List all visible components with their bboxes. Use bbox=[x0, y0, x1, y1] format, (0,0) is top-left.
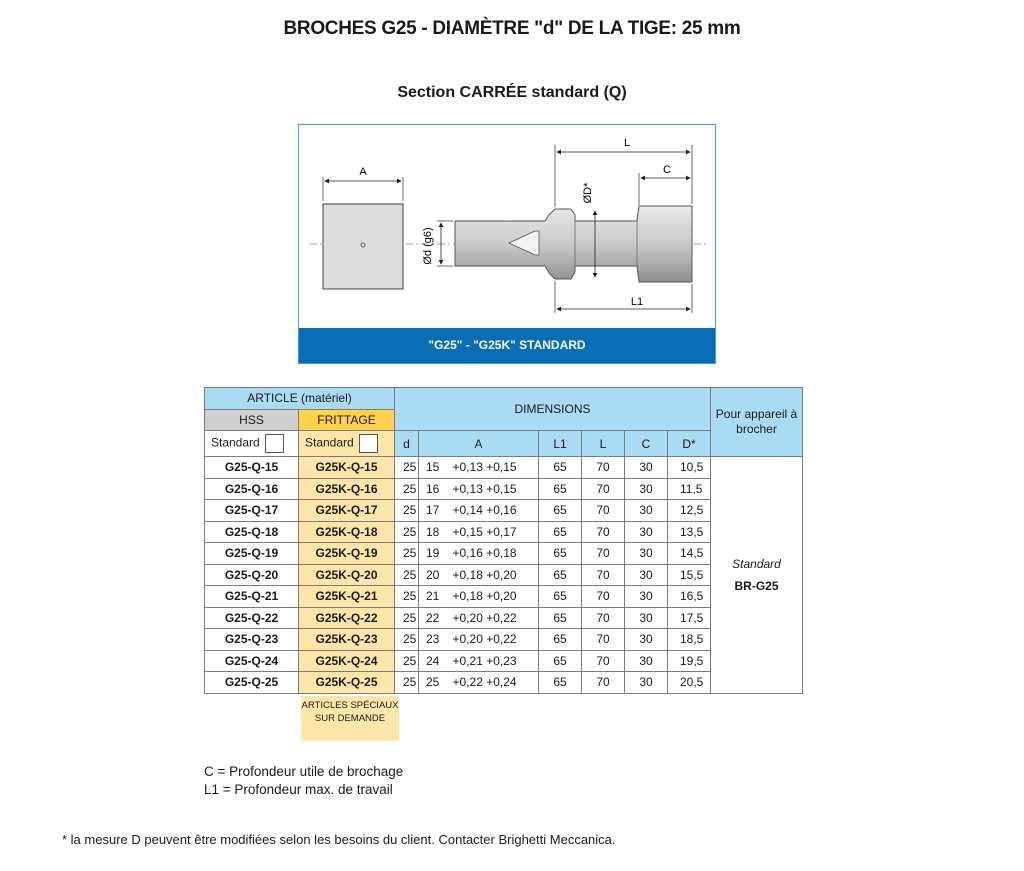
frittage-code: G25K-Q-22 bbox=[299, 607, 395, 629]
hss-code: G25-Q-19 bbox=[205, 543, 299, 565]
cell-a: 22 bbox=[419, 607, 443, 629]
cell-l: 70 bbox=[582, 607, 625, 629]
cell-l1: 65 bbox=[539, 543, 582, 565]
cell-a: 25 bbox=[419, 672, 443, 694]
cell-l1: 65 bbox=[539, 650, 582, 672]
cell-c: 30 bbox=[625, 672, 668, 694]
cell-a-tolerance: +0,18 +0,20 bbox=[443, 564, 539, 586]
cell-a-tolerance: +0,13 +0,15 bbox=[443, 457, 539, 479]
hss-code: G25-Q-24 bbox=[205, 650, 299, 672]
label-c: C bbox=[663, 164, 671, 176]
frittage-code: G25K-Q-24 bbox=[299, 650, 395, 672]
technical-drawing bbox=[298, 124, 716, 364]
section-subtitle: Section CARRÉE standard (Q) bbox=[397, 84, 627, 101]
frittage-standard-option bbox=[299, 431, 395, 457]
cell-l: 70 bbox=[582, 650, 625, 672]
cell-c: 30 bbox=[625, 521, 668, 543]
appareil-cell bbox=[711, 457, 803, 694]
label-a: A bbox=[359, 166, 367, 178]
hss-code: G25-Q-23 bbox=[205, 629, 299, 651]
hss-standard-checkbox[interactable] bbox=[265, 434, 284, 453]
figure-caption: "G25" - "G25K" STANDARD bbox=[299, 328, 715, 363]
cell-c: 30 bbox=[625, 457, 668, 479]
cell-l1: 65 bbox=[539, 629, 582, 651]
frittage-header: FRITTAGE bbox=[299, 409, 395, 431]
cell-l: 70 bbox=[582, 564, 625, 586]
col-dd: D* bbox=[668, 431, 711, 457]
cell-d: 25 bbox=[395, 586, 419, 608]
col-l1: L1 bbox=[539, 431, 582, 457]
cell-a-tolerance: +0,20 +0,22 bbox=[443, 629, 539, 651]
appareil-standard: Standard bbox=[732, 556, 781, 571]
cell-l: 70 bbox=[582, 500, 625, 522]
cell-dd: 14,5 bbox=[668, 543, 711, 565]
cell-dd: 12,5 bbox=[668, 500, 711, 522]
col-l: L bbox=[582, 431, 625, 457]
cell-a: 23 bbox=[419, 629, 443, 651]
label-l1: L1 bbox=[630, 296, 644, 308]
hss-code: G25-Q-21 bbox=[205, 586, 299, 608]
label-l: L bbox=[623, 137, 631, 149]
cell-l1: 65 bbox=[539, 478, 582, 500]
frittage-standard-checkbox[interactable] bbox=[359, 434, 378, 453]
cell-d: 25 bbox=[395, 629, 419, 651]
cell-l1: 65 bbox=[539, 607, 582, 629]
cell-dd: 18,5 bbox=[668, 629, 711, 651]
appareil-model: BR-G25 bbox=[734, 578, 779, 593]
cell-c: 30 bbox=[625, 564, 668, 586]
cell-c: 30 bbox=[625, 543, 668, 565]
cell-l: 70 bbox=[582, 629, 625, 651]
cell-l: 70 bbox=[582, 543, 625, 565]
cell-a-tolerance: +0,16 +0,18 bbox=[443, 543, 539, 565]
cell-c: 30 bbox=[625, 586, 668, 608]
cell-l1: 65 bbox=[539, 564, 582, 586]
frittage-standard-label: Standard bbox=[305, 435, 354, 450]
frittage-code: G25K-Q-25 bbox=[299, 672, 395, 694]
cell-a-tolerance: +0,21 +0,23 bbox=[443, 650, 539, 672]
hss-code: G25-Q-17 bbox=[205, 500, 299, 522]
cell-a-tolerance: +0,13 +0,15 bbox=[443, 478, 539, 500]
cell-a-tolerance: +0,22 +0,24 bbox=[443, 672, 539, 694]
cell-l: 70 bbox=[582, 672, 625, 694]
dimensions-header: DIMENSIONS bbox=[395, 388, 711, 431]
cell-a-tolerance: +0,14 +0,16 bbox=[443, 500, 539, 522]
cell-d: 25 bbox=[395, 500, 419, 522]
appareil-header: Pour appareil à brocher bbox=[711, 388, 803, 457]
cell-a: 19 bbox=[419, 543, 443, 565]
cell-l1: 65 bbox=[539, 500, 582, 522]
hss-code: G25-Q-22 bbox=[205, 607, 299, 629]
hss-code: G25-Q-15 bbox=[205, 457, 299, 479]
cell-l: 70 bbox=[582, 478, 625, 500]
cell-a-tolerance: +0,20 +0,22 bbox=[443, 607, 539, 629]
cell-l1: 65 bbox=[539, 521, 582, 543]
cell-d: 25 bbox=[395, 607, 419, 629]
cell-dd: 16,5 bbox=[668, 586, 711, 608]
article-header: ARTICLE (matériel) bbox=[205, 388, 395, 410]
hss-code: G25-Q-16 bbox=[205, 478, 299, 500]
hss-code: G25-Q-25 bbox=[205, 672, 299, 694]
page-title: BROCHES G25 - DIAMÈTRE "d" DE LA TIGE: 25 mm bbox=[283, 18, 741, 39]
cell-a: 18 bbox=[419, 521, 443, 543]
cell-l1: 65 bbox=[539, 672, 582, 694]
cell-d: 25 bbox=[395, 543, 419, 565]
cell-c: 30 bbox=[625, 607, 668, 629]
footnote: * la mesure D peuvent être modifiées selon les besoins du client. Contacter Brighetti Meccanica. bbox=[62, 832, 616, 847]
cell-dd: 20,5 bbox=[668, 672, 711, 694]
hss-standard-option bbox=[205, 431, 299, 457]
cell-c: 30 bbox=[625, 500, 668, 522]
cell-c: 30 bbox=[625, 629, 668, 651]
col-d: d bbox=[395, 431, 419, 457]
dimensions-table bbox=[204, 387, 803, 694]
hss-code: G25-Q-20 bbox=[205, 564, 299, 586]
cell-a-tolerance: +0,15 +0,17 bbox=[443, 521, 539, 543]
table-row bbox=[205, 457, 803, 479]
broach-drawing bbox=[299, 125, 717, 330]
cell-l: 70 bbox=[582, 521, 625, 543]
frittage-code: G25K-Q-23 bbox=[299, 629, 395, 651]
cell-a: 17 bbox=[419, 500, 443, 522]
cell-a: 20 bbox=[419, 564, 443, 586]
square-section bbox=[323, 204, 403, 289]
label-d-shank: Ød (g6) bbox=[422, 227, 434, 265]
cell-c: 30 bbox=[625, 650, 668, 672]
cell-a: 24 bbox=[419, 650, 443, 672]
cell-a: 21 bbox=[419, 586, 443, 608]
cell-dd: 19,5 bbox=[668, 650, 711, 672]
frittage-code: G25K-Q-17 bbox=[299, 500, 395, 522]
cell-dd: 13,5 bbox=[668, 521, 711, 543]
frittage-code: G25K-Q-21 bbox=[299, 586, 395, 608]
cell-c: 30 bbox=[625, 478, 668, 500]
legend-c: C = Profondeur utile de brochage bbox=[204, 764, 404, 779]
cell-l: 70 bbox=[582, 586, 625, 608]
col-a: A bbox=[419, 431, 539, 457]
col-c: C bbox=[625, 431, 668, 457]
frittage-code: G25K-Q-20 bbox=[299, 564, 395, 586]
cell-l1: 65 bbox=[539, 586, 582, 608]
cell-d: 25 bbox=[395, 521, 419, 543]
cell-d: 25 bbox=[395, 672, 419, 694]
hss-code: G25-Q-18 bbox=[205, 521, 299, 543]
cell-a-tolerance: +0,18 +0,20 bbox=[443, 586, 539, 608]
frittage-code: G25K-Q-15 bbox=[299, 457, 395, 479]
cell-dd: 10,5 bbox=[668, 457, 711, 479]
hss-header: HSS bbox=[205, 409, 299, 431]
cell-dd: 15,5 bbox=[668, 564, 711, 586]
label-d-tool: ØD* bbox=[582, 182, 594, 204]
cell-d: 25 bbox=[395, 478, 419, 500]
cell-d: 25 bbox=[395, 457, 419, 479]
cell-d: 25 bbox=[395, 650, 419, 672]
legend-l1: L1 = Profondeur max. de travail bbox=[204, 782, 393, 797]
legend bbox=[204, 763, 403, 799]
cell-d: 25 bbox=[395, 564, 419, 586]
cell-a: 15 bbox=[419, 457, 443, 479]
special-articles-note: ARTICLES SPÉCIAUX SUR DEMANDE bbox=[301, 696, 399, 741]
hss-standard-label: Standard bbox=[211, 435, 260, 450]
cell-a: 16 bbox=[419, 478, 443, 500]
cell-l: 70 bbox=[582, 457, 625, 479]
cell-dd: 17,5 bbox=[668, 607, 711, 629]
cell-l1: 65 bbox=[539, 457, 582, 479]
cell-dd: 11,5 bbox=[668, 478, 711, 500]
broach-shank bbox=[455, 206, 692, 282]
frittage-code: G25K-Q-18 bbox=[299, 521, 395, 543]
frittage-code: G25K-Q-19 bbox=[299, 543, 395, 565]
frittage-code: G25K-Q-16 bbox=[299, 478, 395, 500]
